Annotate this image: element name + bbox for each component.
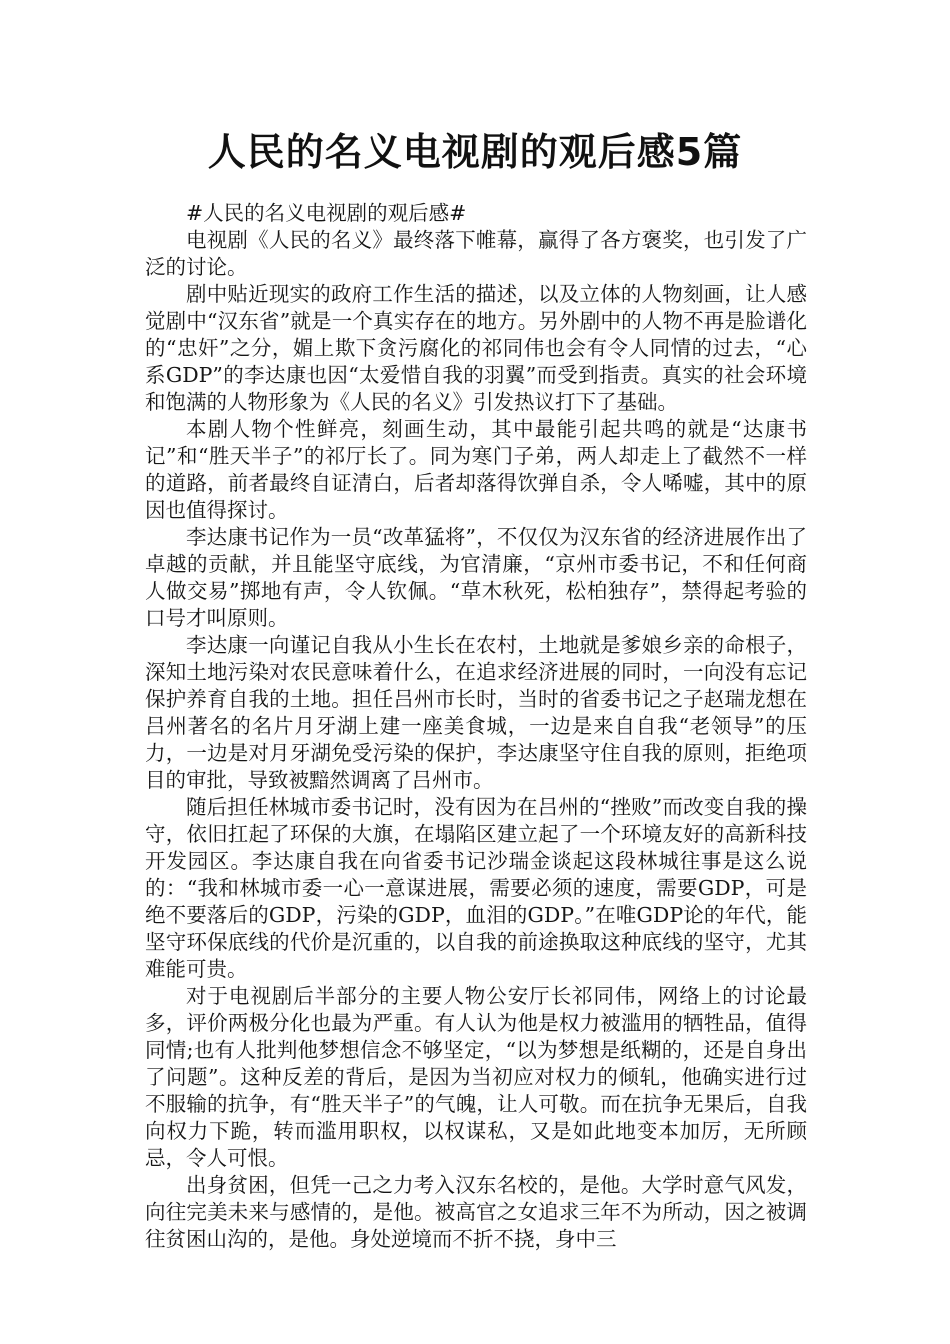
- document-title: 人民的名义电视剧的观后感5篇: [207, 130, 743, 174]
- paragraph: 李达康书记作为一员“改革猛将”，不仅仅为汉东省的经济进展作出了卓越的贡献，并且能坚守底线，为官清廉，“京州市委书记，不和任何商人做交易”掷地有声，令人钦佩。“草木秋死，松柏独存”，禁得起考验的口号才叫原则。: [145, 525, 807, 630]
- paragraph: 随后担任林城市委书记时，没有因为在吕州的“挫败”而改变自我的操守，依旧扛起了环保的大旗，在塌陷区建立起了一个环境友好的高新科技开发园区。李达康自我在向省委书记沙瑞金谈起这段林城往事是这么说的：“我和林城市委一心一意谋进展，需要必须的速度，需要GDP，可是绝不要落后的GDP，污染的GDP，血泪的GDP。”在唯GDP论的年代，能坚守环保底线的代价是沉重的，以自我的前途换取这种底线的坚守，尤其难能可贵。: [145, 795, 807, 981]
- paragraph: 李达康一向谨记自我从小生长在农村，土地就是爹娘乡亲的命根子，深知土地污染对农民意味着什么，在追求经济进展的同时，一向没有忘记保护养育自我的土地。担任吕州市长时，当时的省委书记之子赵瑞龙想在吕州著名的名片月牙湖上建一座美食城，一边是来自自我“老领导”的压力，一边是对月牙湖免受污染的保护，李达康坚守住自我的原则，拒绝项目的审批，导致被黯然调离了吕州市。: [145, 633, 807, 792]
- tag-line: #人民的名义电视剧的观后感#: [186, 201, 467, 225]
- paragraph: 电视剧《人民的名义》最终落下帷幕，赢得了各方褒奖，也引发了广泛的讨论。: [145, 228, 807, 279]
- document-body: [145, 200, 807, 1253]
- paragraph: 本剧人物个性鲜亮，刻画生动，其中最能引起共鸣的就是“达康书记”和“胜天半子”的祁厅长了。同为寒门子弟，两人却走上了截然不一样的道路，前者最终自证清白，后者却落得饮弹自杀，令人唏嘘，其中的原因也值得探讨。: [145, 417, 807, 522]
- paragraph: 对于电视剧后半部分的主要人物公安厅长祁同伟，网络上的讨论最多，评价两极分化也最为严重。有人认为他是权力被滥用的牺牲品，值得同情;也有人批判他梦想信念不够坚定，“以为梦想是纸糊的，还是自身出了问题”。这种反差的背后，是因为当初应对权力的倾轧，他确实进行过不服输的抗争，有“胜天半子”的气魄，让人可敬。而在抗争无果后，自我向权力下跪，转而滥用职权，以权谋私，又是如此地变本加厉，无所顾忌，令人可恨。: [145, 984, 807, 1170]
- paragraph: 出身贫困，但凭一己之力考入汉东名校的，是他。大学时意气风发，向往完美未来与感情的，是他。被高官之女追求三年不为所动，因之被调往贫困山沟的，是他。身处逆境而不折不挠，身中三: [145, 1173, 807, 1251]
- paragraph: 剧中贴近现实的政府工作生活的描述，以及立体的人物刻画，让人感觉剧中“汉东省”就是一个真实存在的地方。另外剧中的人物不再是脸谱化的“忠奸”之分，媚上欺下贪污腐化的祁同伟也会有令人同情的过去，“心系GDP”的李达康也因“太爱惜自我的羽翼”而受到指责。真实的社会环境和饱满的人物形象为《人民的名义》引发热议打下了基础。: [145, 282, 807, 414]
